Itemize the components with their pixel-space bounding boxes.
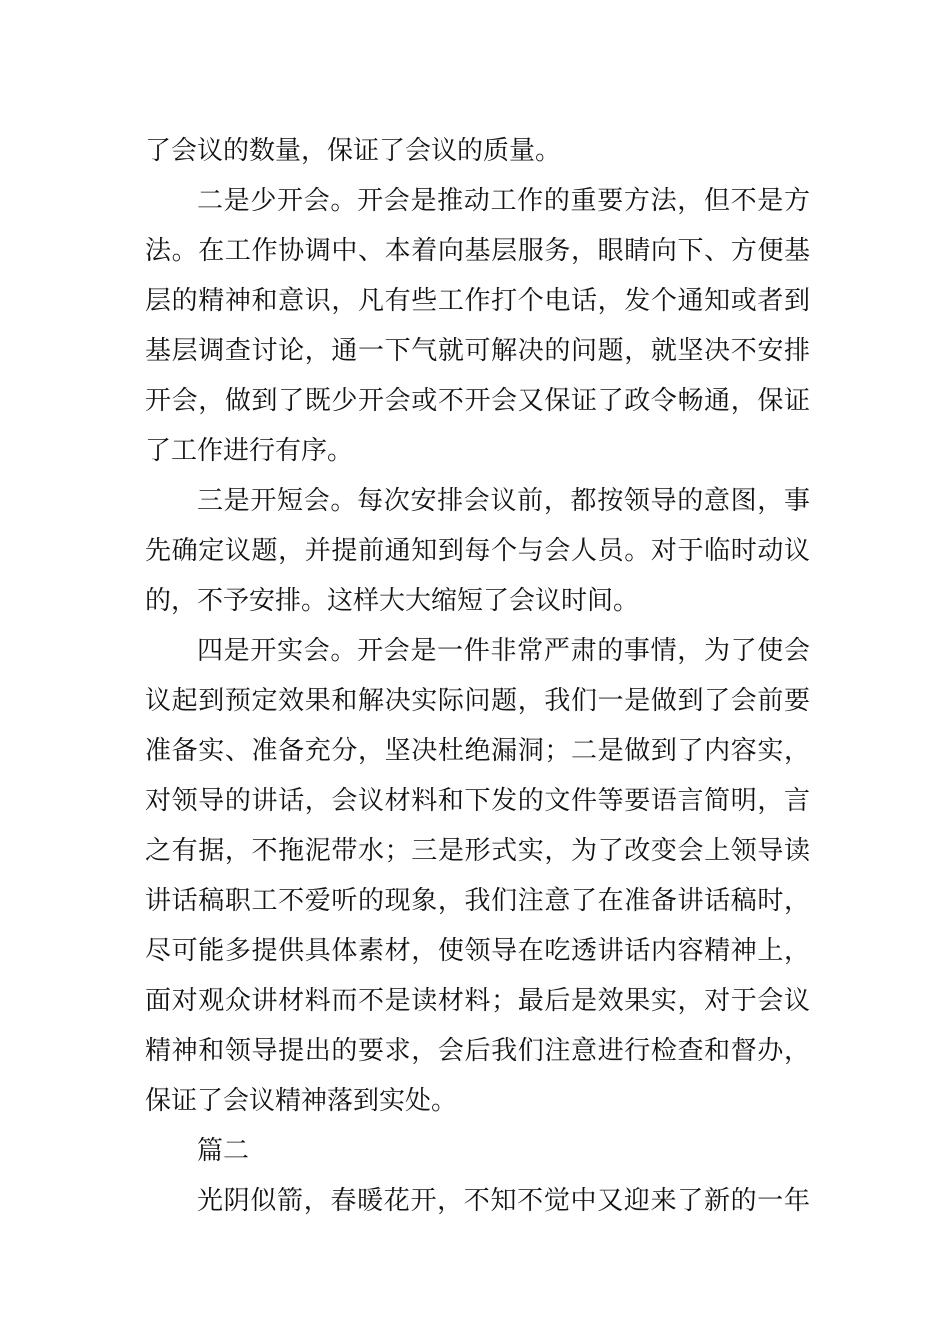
paragraph-start-line: 四是开实会。开会是一件非常严肃的事情，为了使会 bbox=[197, 636, 810, 666]
text-line: 尽可能多提供具体素材，使领导在吃透讲话内容精神上， bbox=[145, 936, 810, 966]
text-line: 对领导的讲话，会议材料和下发的文件等要语言简明，言 bbox=[145, 786, 810, 816]
text-line: 之有据，不拖泥带水；三是形式实，为了改变会上领导读 bbox=[145, 836, 810, 866]
text-line: 先确定议题，并提前通知到每个与会人员。对于临时动议 bbox=[145, 536, 810, 566]
text-line: 层的精神和意识，凡有些工作打个电话，发个通知或者到 bbox=[145, 286, 810, 316]
text-line: 面对观众讲材料而不是读材料；最后是效果实，对于会议 bbox=[145, 986, 810, 1016]
text-line: 了会议的数量，保证了会议的质量。 bbox=[145, 136, 562, 166]
paragraph-start-line: 二是少开会。开会是推动工作的重要方法，但不是方 bbox=[197, 186, 810, 216]
section-heading: 篇二 bbox=[197, 1136, 250, 1166]
text-line: 基层调查讨论，通一下气就可解决的问题，就坚决不安排 bbox=[145, 336, 810, 366]
text-line: 讲话稿职工不爱听的现象，我们注意了在准备讲话稿时， bbox=[145, 886, 810, 916]
text-line: 了工作进行有序。 bbox=[145, 436, 354, 466]
text-line: 保证了会议精神落到实处。 bbox=[145, 1086, 458, 1116]
text-line: 的，不予安排。这样大大缩短了会议时间。 bbox=[145, 586, 640, 616]
paragraph-start-line: 光阴似箭，春暖花开，不知不觉中又迎来了新的一年 bbox=[197, 1186, 810, 1216]
text-line: 准备实、准备充分，坚决杜绝漏洞；二是做到了内容实， bbox=[145, 736, 810, 766]
document-body bbox=[145, 126, 810, 1226]
text-line: 开会，做到了既少开会或不开会又保证了政令畅通，保证 bbox=[145, 386, 810, 416]
text-line: 法。在工作协调中、本着向基层服务，眼睛向下、方便基 bbox=[145, 236, 810, 266]
text-line: 议起到预定效果和解决实际问题，我们一是做到了会前要 bbox=[145, 686, 810, 716]
text-line: 精神和领导提出的要求，会后我们注意进行检查和督办， bbox=[145, 1036, 810, 1066]
paragraph-start-line: 三是开短会。每次安排会议前，都按领导的意图，事 bbox=[197, 486, 810, 516]
